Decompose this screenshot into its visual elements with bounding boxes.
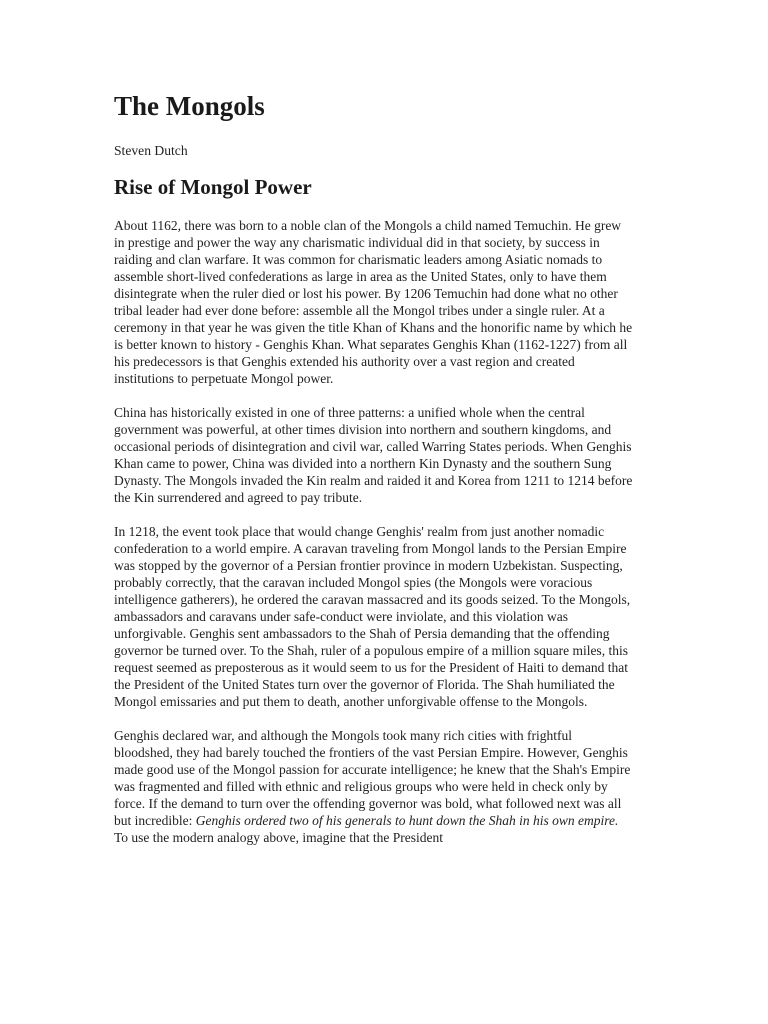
- paragraph-temuchin: About 1162, there was born to a noble clan of the Mongols a child named Temuchin. He grew in prestige and power the way any charismatic individual did in that society, by success in raiding and clan warfare. It was common for charismatic leaders among Asiatic nomads to assemble short-lived confederations as large in area as the United States, only to have them disintegrate when the ruler died or lost his power. By 1206 Temuchin had done what no other tribal leader had ever done before: assemble all the Mongol tribes under a single ruler. At a ceremony in that year he was given the title Khan of Khans and the honorific name by which he is better known to history - Genghis Khan. What separates Genghis Khan (1162-1227) from all his predecessors is that Genghis extended his authority over a vast region and created institutions to perpetuate Mongol power.: [114, 217, 633, 386]
- paragraph-caravan: In 1218, the event took place that would change Genghis' realm from just another nomadic confederation to a world empire. A caravan traveling from Mongol lands to the Persian Empire was stopped by the governor of a Persian frontier province in modern Uzbekistan. Suspecting, probably correctly, that the caravan included Mongol spies (the Mongols were voracious intelligence gatherers), he ordered the caravan massacred and its goods seized. To the Mongols, ambassadors and caravans under safe-conduct were inviolate, and this violation was unforgivable. Genghis sent ambassadors to the Shah of Persia demanding that the offending governor be turned over. To the Shah, ruler of a populous empire of a million square miles, this request seemed as preposterous as it would seem to us for the President of Haiti to demand that the President of the United States turn over the governor of Florida. The Shah humiliated the Mongol emissaries and put them to death, another unforgivable offense to the Mongols.: [114, 523, 631, 709]
- document-page: [114, 90, 634, 863]
- paragraph-war-italic: Genghis ordered two of his generals to hunt down the Shah in his own empire.: [195, 812, 619, 828]
- paragraph-war-continuation: To use the modern analogy above, imagine that the President: [114, 829, 443, 845]
- paragraph-war-text: Genghis declared war, and although the Mongols took many rich cities with frightful bloodshed, they had barely touched the frontiers of the vast Persian Empire. However, Genghis made good use of the Mongol passion for accurate intelligence; he knew that the Shah's Empire was fragmented and filled with ethnic and religious groups who were held in check only by force. If the demand to turn over the offending governor was bold, what followed next was all but incredible:: [114, 727, 631, 828]
- document-title: The Mongols: [114, 91, 265, 121]
- section-heading: Rise of Mongol Power: [114, 175, 312, 200]
- paragraph-war: [114, 727, 634, 846]
- author-name: Steven Dutch: [114, 143, 188, 159]
- paragraph-china: China has historically existed in one of three patterns: a unified whole when the central government was powerful, at other times division into northern and southern kingdoms, and occasional periods of disintegration and civil war, called Warring States periods. When Genghis Khan came to power, China was divided into a northern Kin Dynasty and the southern Sung Dynasty. The Mongols invaded the Kin realm and raided it and Korea from 1211 to 1214 before the Kin surrendered and agreed to pay tribute.: [114, 404, 633, 505]
